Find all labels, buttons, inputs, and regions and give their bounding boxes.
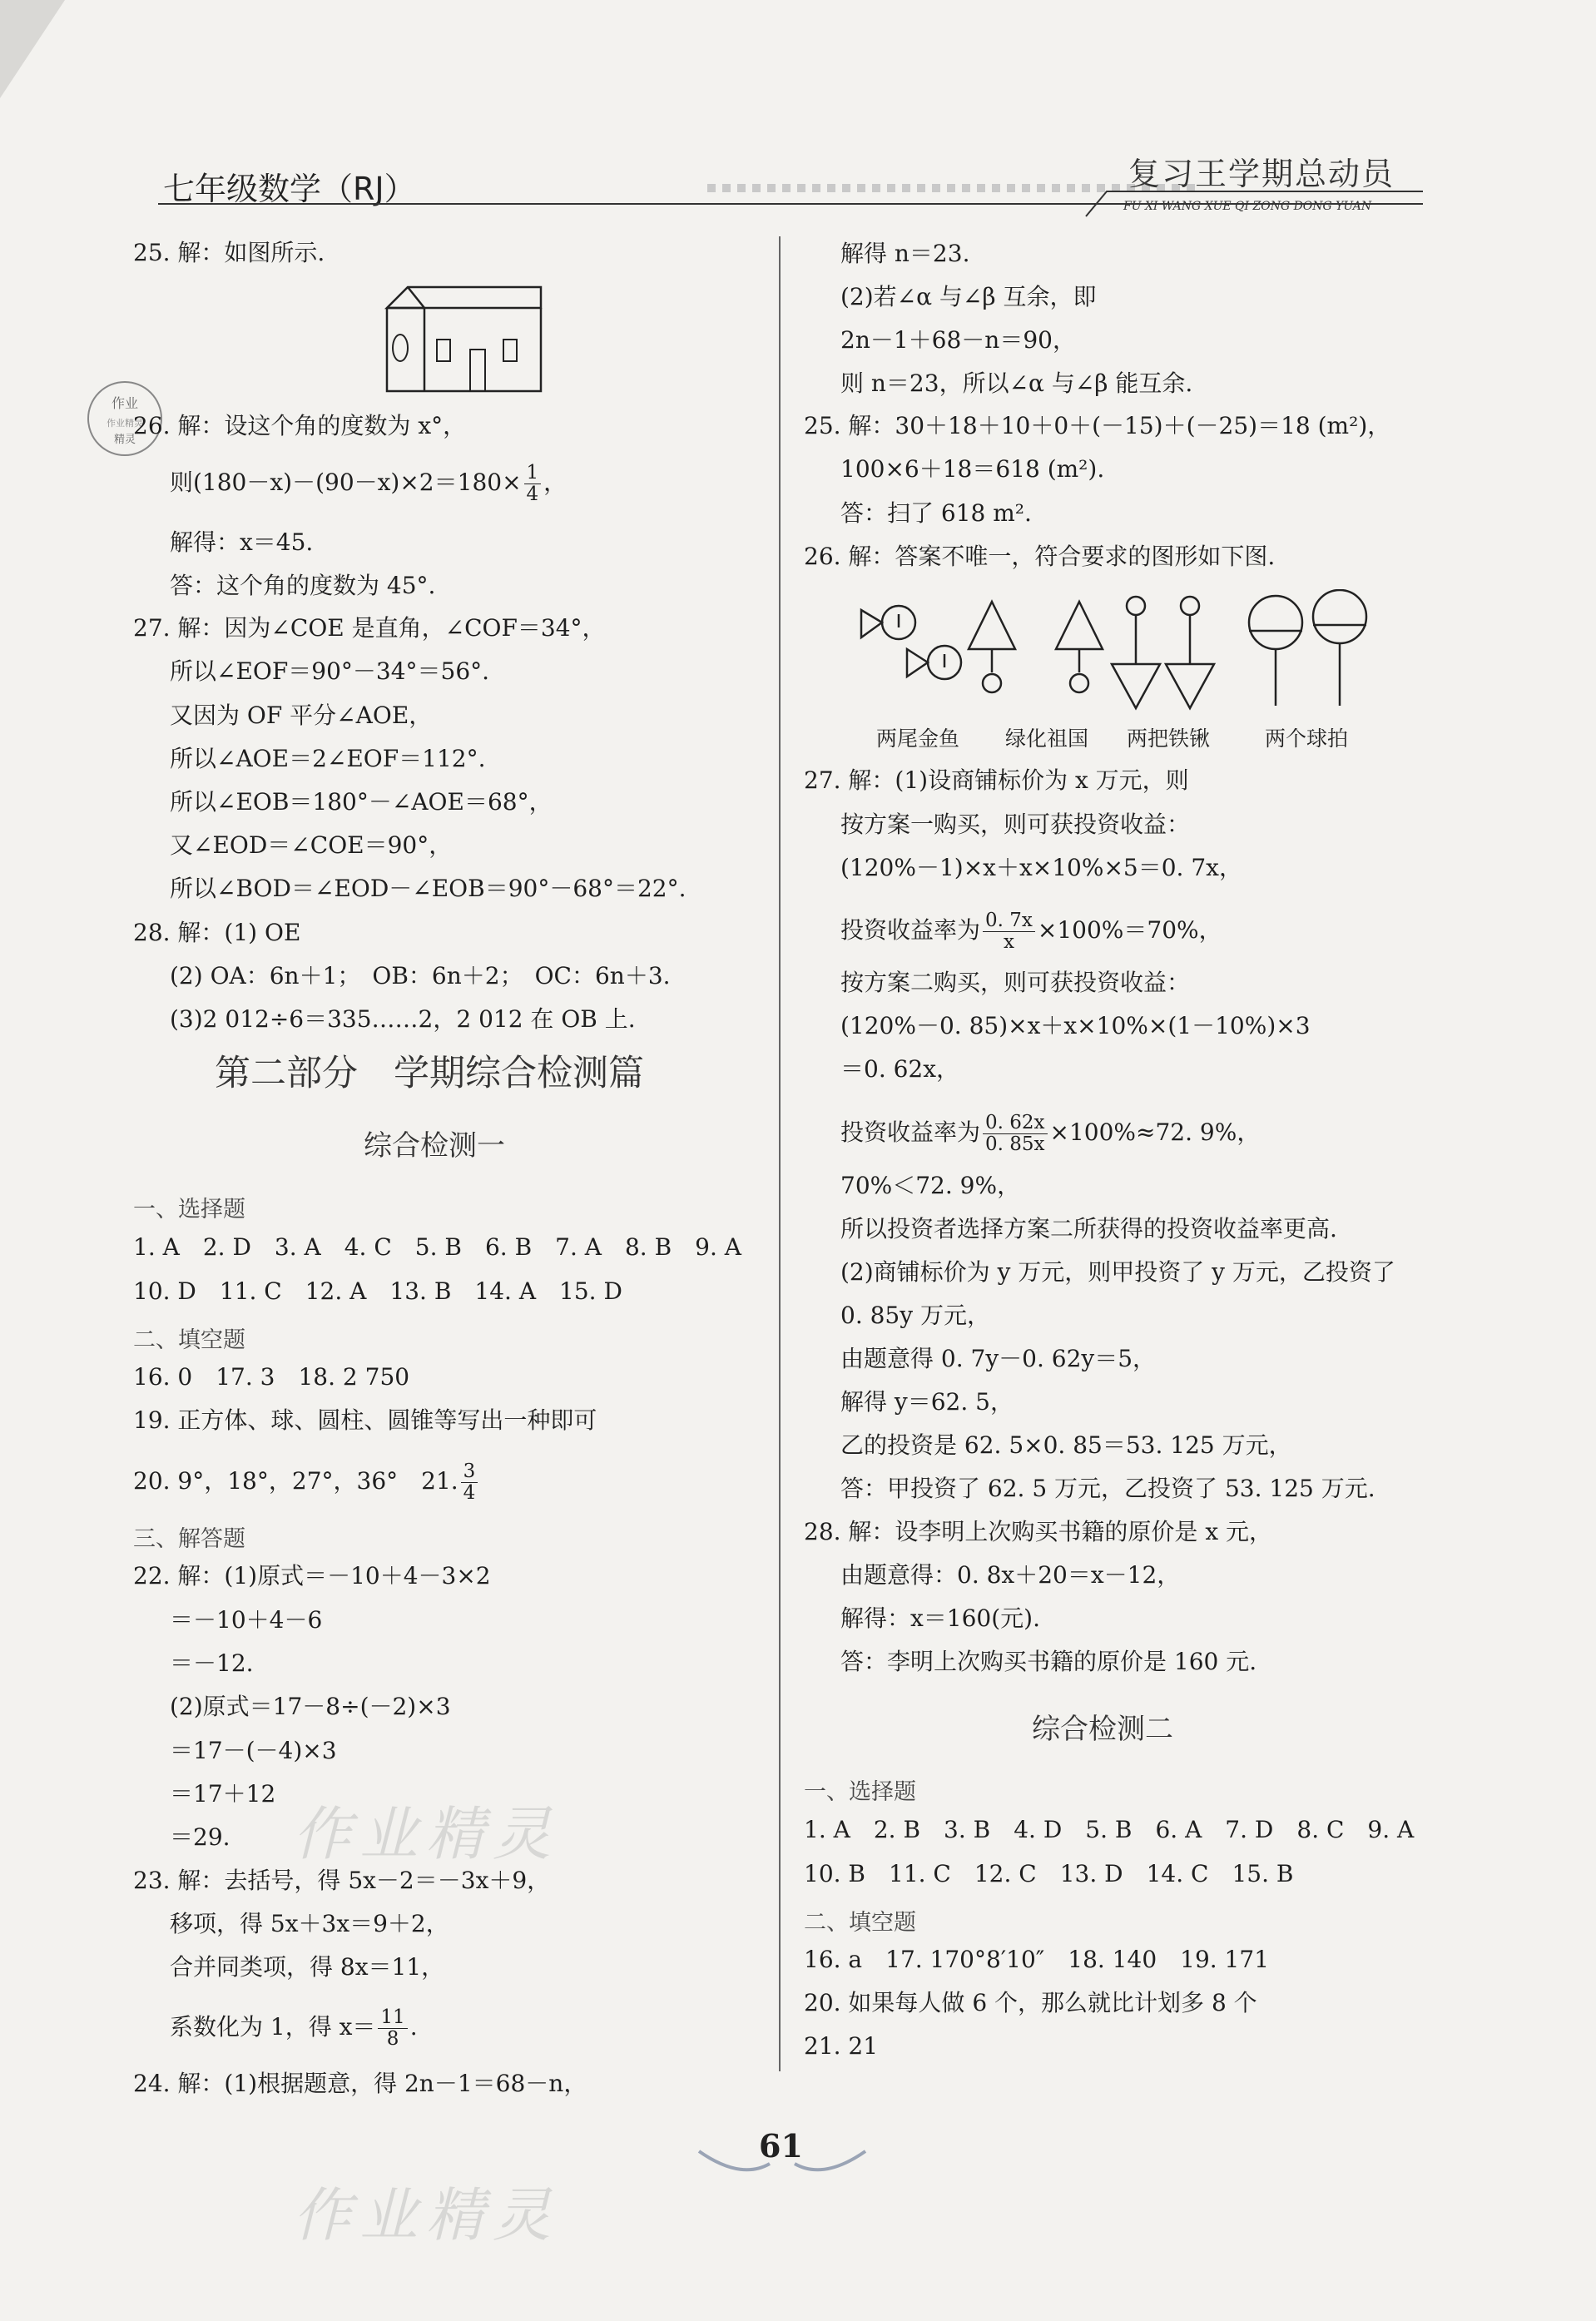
answer-23-line4: 系数化为 1，得 x＝ $\frac{11}{8}$ .: [170, 2006, 418, 2050]
answer-28-line3: (3)2 012÷6＝335……2，2 012 在 OB 上.: [170, 1005, 636, 1033]
answer-27-line7: 所以∠BOD＝∠EOD－∠EOB＝90°－68°＝22°.: [170, 875, 686, 902]
answer-28-line2: (2) OA：6n＋1； OB：6n＋2； OC：6n＋3.: [170, 962, 671, 989]
test1-section-choice: 一、选择题: [133, 1197, 245, 1222]
answer-25r-line1: 25. 解：30＋18＋10＋0＋(－15)＋(－25)＝18 (m²)，: [804, 412, 1391, 439]
answer-27r-line12: 0. 85y 万元，: [840, 1302, 990, 1329]
test2-fill-row3: 21. 21: [804, 2032, 879, 2060]
house-figure: [379, 283, 553, 399]
answer-28r-line4: 答：李明上次购买书籍的原价是 160 元.: [840, 1648, 1257, 1675]
answer-28r-line2: 由题意得：0. 8x＋20＝x－12，: [840, 1561, 1181, 1589]
stamp-text-2: 作业精灵: [107, 418, 143, 429]
test2-section-choice: 一、选择题: [804, 1779, 916, 1805]
test1-choice-row1: 1. A 2. D 3. A 4. C 5. B 6. B 7. A 8. B 9. A: [133, 1233, 742, 1261]
stamp-text-3: 精灵: [113, 434, 136, 446]
answer-27r-line11: (2)商铺标价为 y 万元，则甲投资了 y 万元，乙投资了: [840, 1258, 1395, 1286]
header-brand: 复习王学期总动员: [1128, 156, 1395, 192]
answer-27r-line13: 由题意得 0. 7y－0. 62y＝5，: [840, 1345, 1157, 1372]
answer-28-line1: 28. 解：(1) OE: [133, 919, 301, 946]
answer-22-line6: ＝17＋12: [170, 1780, 276, 1808]
test1-fill-row1: 16. 0 17. 3 18. 2 750: [133, 1363, 410, 1391]
answer-27-line1: 27. 解：因为∠COE 是直角，∠COF＝34°，: [133, 614, 606, 642]
answer-22-line1: 22. 解：(1)原式＝－10＋4－3×2: [133, 1562, 491, 1589]
stamp-text-1: 作业: [111, 395, 139, 411]
fraction-3-4: $\frac{3}{4}$: [461, 1461, 478, 1504]
answer-27r-line4: 投资收益率为 $\frac{0. 7x}{x}$ ×100%＝70%，: [840, 910, 1222, 953]
test2-fill-row1: 16. a 17. 170°8′10″ 18. 140 19. 171: [804, 1946, 1270, 1973]
page-number: 61: [759, 2127, 803, 2165]
test2-section-fill: 二、填空题: [804, 1910, 916, 1936]
answer-27-line4: 所以∠AOE＝2∠EOF＝112°.: [170, 745, 486, 772]
answer-22-line3: ＝－12.: [170, 1649, 254, 1677]
test2-choice-row2: 10. B 11. C 12. C 13. D 14. C 15. B: [804, 1860, 1294, 1887]
answer-27-line3: 又因为 OF 平分∠AOE，: [170, 702, 433, 729]
answer-27r-line16: 答：甲投资了 62. 5 万元，乙投资了 53. 125 万元.: [840, 1475, 1375, 1502]
answer-26-line2: 则(180－x)－(90－x)×2＝180× $\frac{1}{4}$ ，: [170, 462, 568, 505]
test2-fill-row2: 20. 如果每人做 6 个，那么就比计划多 8 个: [804, 1989, 1257, 2016]
answer-28r-line3: 解得：x＝160(元).: [840, 1604, 1040, 1632]
answer-25r-line2: 100×6＋18＝618 (m²).: [840, 455, 1105, 483]
test2-choice-row1: 1. A 2. B 3. B 4. D 5. B 6. A 7. D 8. C 9. A: [804, 1816, 1415, 1843]
caption-shovels: 两把铁锹: [1126, 727, 1210, 751]
test1-section-solve: 三、解答题: [133, 1526, 245, 1552]
answer-23-line1: 23. 解：去括号，得 5x－2＝－3x＋9，: [133, 1867, 551, 1894]
watermark-bottom: 作业精灵: [293, 2181, 559, 2249]
caption-goldfish: 两尾金鱼: [875, 727, 959, 751]
test1-fill-row2: 19. 正方体、球、圆柱、圆锥等写出一种即可: [133, 1406, 597, 1434]
answer-27r-line2: 按方案一购买，则可获投资收益：: [840, 811, 1191, 838]
fraction-1-4: $\frac{1}{4}$: [524, 463, 542, 505]
answer-26-line1: 26. 解：设这个角的度数为 x°，: [133, 412, 467, 439]
answer-23-line3: 合并同类项，得 8x＝11，: [170, 1953, 445, 1981]
answer-28r-line1: 28. 解：设李明上次购买书籍的原价是 x 元，: [804, 1518, 1273, 1545]
symmetry-figures: [857, 589, 1390, 714]
answer-22-line2: ＝－10＋4－6: [170, 1606, 323, 1634]
answer-22-line5: ＝17－(－4)×3: [170, 1737, 337, 1764]
answer-22-line4: (2)原式＝17－8÷(－2)×3: [170, 1693, 451, 1720]
watermark-middle: 作业精灵: [293, 1800, 559, 1868]
header-left-title: 七年级数学（RJ）: [163, 171, 416, 207]
test1-section-fill: 二、填空题: [133, 1327, 245, 1353]
answer-24-line3: (2)若∠α 与∠β 互余，即: [840, 283, 1097, 310]
test1-choice-row2: 10. D 11. C 12. A 13. B 14. A 15. D: [133, 1277, 622, 1305]
fraction-11-8: $\frac{11}{8}$: [378, 2007, 407, 2050]
answer-27r-line3: (120%－1)×x＋x×10%×5＝0. 7x，: [840, 854, 1242, 881]
answer-27-line2: 所以∠EOF＝90°－34°＝56°.: [170, 657, 490, 685]
answer-27r-line9: 70%＜72. 9%，: [840, 1172, 1021, 1199]
caption-rackets: 两个球拍: [1264, 727, 1348, 751]
answer-27r-line5: 按方案二购买，则可获投资收益：: [840, 969, 1191, 996]
test-two-title: 综合检测二: [1032, 1713, 1173, 1746]
answer-27r-line6: (120%－0. 85)×x＋x×10%×(1－10%)×3: [840, 1012, 1311, 1039]
column-divider: [779, 236, 781, 2071]
answer-25r-line3: 答：扫了 618 m².: [840, 499, 1032, 527]
answer-25: 25. 解：如图所示.: [133, 239, 325, 266]
test1-fill-row3: 20. 9°，18°，27°，36° 21. $\frac{3}{4}$: [133, 1461, 480, 1504]
answer-27r-line14: 解得 y＝62. 5，: [840, 1388, 1014, 1416]
answer-27-line6: 又∠EOD＝∠COE＝90°，: [170, 831, 453, 859]
page-corner: [0, 0, 100, 100]
fraction-07x-x: $\frac{0. 7x}{x}$: [983, 910, 1035, 953]
test-one-title: 综合检测一: [364, 1129, 505, 1163]
answer-27r-line15: 乙的投资是 62. 5×0. 85＝53. 125 万元，: [840, 1431, 1292, 1459]
caption-trees: 绿化祖国: [1004, 727, 1088, 751]
answer-27-line5: 所以∠EOB＝180°－∠AOE＝68°，: [170, 788, 553, 816]
answer-27r-line8: 投资收益率为 $\frac{0. 62x}{0. 85x}$ ×100%≈72. 9%，: [840, 1112, 1261, 1155]
answer-24-line1: 24. 解：(1)根据题意，得 2n－1＝68－n，: [133, 2070, 587, 2097]
answer-27r-line7: ＝0. 62x，: [840, 1055, 960, 1083]
answer-27r-line10: 所以投资者选择方案二所获得的投资收益率更高.: [840, 1215, 1337, 1242]
part-two-title: 第二部分 学期综合检测篇: [215, 1053, 644, 1094]
answer-27r-line1: 27. 解：(1)设商铺标价为 x 万元，则: [804, 766, 1189, 794]
answer-24-line5: 则 n＝23，所以∠α 与∠β 能互余.: [840, 369, 1193, 397]
answer-23-line2: 移项，得 5x＋3x＝9＋2，: [170, 1910, 449, 1937]
header-brand-pinyin: FU XI WANG XUE QI ZONG DONG YUAN: [1123, 200, 1372, 213]
answer-26-line3: 解得：x＝45.: [170, 528, 314, 556]
answer-26-line4: 答：这个角的度数为 45°.: [170, 572, 436, 599]
answer-26r-line1: 26. 解：答案不唯一，符合要求的图形如下图.: [804, 543, 1276, 570]
answer-22-line7: ＝29.: [170, 1823, 230, 1851]
answer-24-line2: 解得 n＝23.: [840, 240, 970, 267]
fraction-062x-085x: $\frac{0. 62x}{0. 85x}$: [983, 1113, 1048, 1155]
answer-24-line4: 2n－1＋68－n＝90，: [840, 326, 1076, 354]
